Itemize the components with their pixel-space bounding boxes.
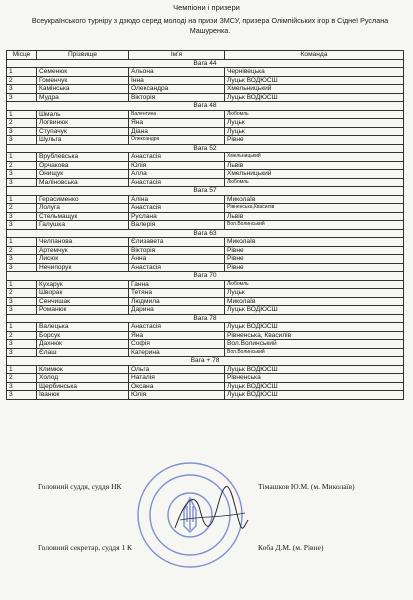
cell-team: Хмельницький xyxy=(225,170,404,179)
table-row xyxy=(7,238,404,247)
cell-name: Дарина xyxy=(129,306,225,315)
table-row xyxy=(7,127,404,136)
cell-place: 2 xyxy=(7,246,37,255)
category-row xyxy=(7,272,404,281)
cell-name: Анна xyxy=(129,255,225,264)
category-label: Вага 70 xyxy=(7,272,404,281)
cell-surname: Сенчишак xyxy=(37,297,129,306)
cell-surname: Челпанова xyxy=(37,238,129,247)
table-row xyxy=(7,289,404,298)
cell-place: 3 xyxy=(7,382,37,391)
cell-surname: Валецька xyxy=(37,323,129,332)
cell-name: Ольга xyxy=(129,365,225,374)
cell-name: Олександра xyxy=(129,85,225,94)
table-row xyxy=(7,306,404,315)
cell-name: Людмила xyxy=(129,297,225,306)
cell-team: Луцьк ВОДЮСШ xyxy=(225,76,404,85)
cell-surname: Дахнюк xyxy=(37,340,129,349)
cell-name: Юлія xyxy=(129,161,225,170)
cell-surname: Стельмащук xyxy=(37,212,129,221)
cell-name: Єлизавета xyxy=(129,238,225,247)
cell-surname: Семенюк xyxy=(37,68,129,77)
category-row xyxy=(7,102,404,111)
category-label: Вага 63 xyxy=(7,229,404,238)
cell-place: 1 xyxy=(7,280,37,289)
category-label: Вага 52 xyxy=(7,144,404,153)
cell-surname: Нечипорук xyxy=(37,263,129,272)
cell-place: 3 xyxy=(7,178,37,187)
cell-name: Діана xyxy=(129,127,225,136)
cell-team: Луцьк xyxy=(225,127,404,136)
table-row xyxy=(7,331,404,340)
cell-surname: Лолуга xyxy=(37,204,129,213)
category-label: Вага 57 xyxy=(7,187,404,196)
cell-name: Алла xyxy=(129,170,225,179)
cell-surname: Щербинська xyxy=(37,382,129,391)
table-row xyxy=(7,68,404,77)
cell-name: Тетяна xyxy=(129,289,225,298)
cell-surname: Борсук xyxy=(37,331,129,340)
table-row xyxy=(7,153,404,162)
table-row xyxy=(7,119,404,128)
cell-surname: Гоменчук xyxy=(37,76,129,85)
cell-name: Юлія xyxy=(129,391,225,400)
category-row xyxy=(7,314,404,323)
cell-name: Альона xyxy=(129,68,225,77)
cell-team: Вол.Волинський xyxy=(225,340,404,349)
cell-team: Рівне xyxy=(225,246,404,255)
cell-surname: Шворак xyxy=(37,289,129,298)
cell-place: 3 xyxy=(7,340,37,349)
cell-place: 3 xyxy=(7,255,37,264)
table-row xyxy=(7,93,404,102)
cell-place: 1 xyxy=(7,153,37,162)
category-row xyxy=(7,357,404,366)
cell-surname: Шульга xyxy=(37,136,129,145)
cell-name: Валентина xyxy=(129,110,225,119)
judge-label: Головний суддя, суддя НК xyxy=(38,482,122,491)
cell-name: Софія xyxy=(129,340,225,349)
cell-team: Любомль xyxy=(225,178,404,187)
cell-team: Рівненська xyxy=(225,374,404,383)
table-row xyxy=(7,221,404,230)
table-row xyxy=(7,85,404,94)
cell-team: Миколаїв xyxy=(225,238,404,247)
cell-place: 1 xyxy=(7,195,37,204)
cell-team: Рівне xyxy=(225,255,404,264)
table-row xyxy=(7,110,404,119)
cell-team: Рівненська,Квасилів xyxy=(225,204,404,213)
cell-surname: Мудра xyxy=(37,93,129,102)
cell-surname: Галушка xyxy=(37,221,129,230)
table-row xyxy=(7,374,404,383)
cell-name: Анастасія xyxy=(129,204,225,213)
cell-name: Аліна xyxy=(129,195,225,204)
signature-icon xyxy=(170,480,250,540)
cell-surname: Лисюк xyxy=(37,255,129,264)
cell-name: Валерія xyxy=(129,221,225,230)
cell-place: 3 xyxy=(7,136,37,145)
cell-name: Катерина xyxy=(129,348,225,357)
cell-place: 2 xyxy=(7,331,37,340)
header-name: Ім'я xyxy=(129,51,225,60)
cell-surname: Маліновська xyxy=(37,178,129,187)
table-row xyxy=(7,263,404,272)
cell-place: 2 xyxy=(7,289,37,298)
cell-place: 1 xyxy=(7,110,37,119)
category-row xyxy=(7,187,404,196)
table-row xyxy=(7,340,404,349)
cell-name: Оксана xyxy=(129,382,225,391)
cell-team: Луцьк xyxy=(225,119,404,128)
cell-name: Ганна xyxy=(129,280,225,289)
table-row xyxy=(7,136,404,145)
cell-name: Руслана xyxy=(129,212,225,221)
table-row xyxy=(7,170,404,179)
cell-team: Рівне xyxy=(225,263,404,272)
results-body xyxy=(7,59,404,399)
cell-place: 3 xyxy=(7,221,37,230)
category-row xyxy=(7,59,404,68)
cell-team: Львів xyxy=(225,161,404,170)
header-team: Команда xyxy=(225,51,404,60)
cell-place: 2 xyxy=(7,204,37,213)
table-row xyxy=(7,255,404,264)
judge-name: Тімашков Ю.М. (м. Миколаїв) xyxy=(258,482,355,491)
cell-place: 3 xyxy=(7,93,37,102)
cell-name: Вікторія xyxy=(129,93,225,102)
cell-place: 3 xyxy=(7,263,37,272)
cell-team: Чернівецька xyxy=(225,68,404,77)
cell-team: Луцьк ВОДЮСШ xyxy=(225,365,404,374)
cell-place: 3 xyxy=(7,85,37,94)
table-row xyxy=(7,297,404,306)
cell-place: 3 xyxy=(7,212,37,221)
cell-place: 2 xyxy=(7,161,37,170)
cell-place: 2 xyxy=(7,119,37,128)
cell-surname: Камінська xyxy=(37,85,129,94)
cell-team: Любомль xyxy=(225,280,404,289)
header-surname: Прізвище xyxy=(37,51,129,60)
cell-team: Львів xyxy=(225,212,404,221)
cell-surname: Ступачук xyxy=(37,127,129,136)
category-label: Вага 78 xyxy=(7,314,404,323)
cell-name: Анастасія xyxy=(129,323,225,332)
cell-team: Луцьк ВОДЮСШ xyxy=(225,306,404,315)
cell-name: Наталія xyxy=(129,374,225,383)
cell-surname: Орчакова xyxy=(37,161,129,170)
secretary-label: Головний секретар, суддя 1 К xyxy=(38,543,133,552)
category-label: Вага 44 xyxy=(7,59,404,68)
cell-place: 2 xyxy=(7,374,37,383)
cell-surname: Романюк xyxy=(37,306,129,315)
page-title: Чемпіони і призери xyxy=(173,3,240,12)
results-table xyxy=(6,50,404,400)
table-row xyxy=(7,204,404,213)
cell-place: 3 xyxy=(7,348,37,357)
cell-surname: Онищук xyxy=(37,170,129,179)
cell-name: Яна xyxy=(129,119,225,128)
table-row xyxy=(7,178,404,187)
table-row xyxy=(7,246,404,255)
header-row xyxy=(7,51,404,60)
cell-surname: Герасименко xyxy=(37,195,129,204)
table-row xyxy=(7,161,404,170)
cell-place: 1 xyxy=(7,365,37,374)
cell-surname: Єлаш xyxy=(37,348,129,357)
cell-place: 2 xyxy=(7,76,37,85)
cell-team: Любомль xyxy=(225,110,404,119)
secretary-name: Коба Д.М. (м. Рівне) xyxy=(258,543,324,552)
cell-place: 1 xyxy=(7,238,37,247)
cell-team: Вол.Волинський xyxy=(225,221,404,230)
table-row xyxy=(7,323,404,332)
cell-name: Анастасія xyxy=(129,153,225,162)
cell-team: Рівне xyxy=(225,136,404,145)
cell-team: Луцьк ВОДЮСШ xyxy=(225,323,404,332)
cell-team: Хмельницький xyxy=(225,85,404,94)
cell-place: 3 xyxy=(7,306,37,315)
table-row xyxy=(7,76,404,85)
cell-surname: Іванюк xyxy=(37,391,129,400)
table-row xyxy=(7,391,404,400)
table-row xyxy=(7,365,404,374)
cell-surname: Логвинюк xyxy=(37,119,129,128)
cell-place: 1 xyxy=(7,323,37,332)
table-row xyxy=(7,382,404,391)
cell-surname: Врублевська xyxy=(37,153,129,162)
table-row xyxy=(7,280,404,289)
table-row xyxy=(7,348,404,357)
cell-name: Анастасія xyxy=(129,178,225,187)
cell-place: 1 xyxy=(7,68,37,77)
cell-team: Луцьк ВОДЮСШ xyxy=(225,382,404,391)
category-row xyxy=(7,229,404,238)
subtitle: Всеукраїнського турніру з дзюдо серед молоді на призи ЗМСУ, призера Олімпійських ігор в Сіднеї Руслана Машуренка. xyxy=(31,16,389,35)
table-row xyxy=(7,212,404,221)
cell-team: Вол.Волинський xyxy=(225,348,404,357)
cell-team: Миколаїв xyxy=(225,195,404,204)
category-label: Вага 48 xyxy=(7,102,404,111)
cell-place: 3 xyxy=(7,127,37,136)
cell-team: Хмельницький xyxy=(225,153,404,162)
category-row xyxy=(7,144,404,153)
cell-name: Вікторія xyxy=(129,246,225,255)
cell-team: Луцьк xyxy=(225,289,404,298)
cell-team: Луцьк ВОДЮСШ xyxy=(225,93,404,102)
header-place: Місце xyxy=(7,51,37,60)
cell-surname: Кухарук xyxy=(37,280,129,289)
table-row xyxy=(7,195,404,204)
cell-team: Миколаїв xyxy=(225,297,404,306)
cell-surname: Холод xyxy=(37,374,129,383)
cell-place: 3 xyxy=(7,391,37,400)
cell-place: 3 xyxy=(7,297,37,306)
cell-surname: Климюк xyxy=(37,365,129,374)
cell-surname: Артемчук xyxy=(37,246,129,255)
cell-place: 3 xyxy=(7,170,37,179)
cell-team: Луцьк ВОДЮСШ xyxy=(225,391,404,400)
cell-team: Рівненська, Квасилів xyxy=(225,331,404,340)
category-label: Вага + 78 xyxy=(7,357,404,366)
cell-surname: Шмаль xyxy=(37,110,129,119)
cell-name: Яна xyxy=(129,331,225,340)
cell-name: Анастасія xyxy=(129,263,225,272)
cell-name: Олександра xyxy=(129,136,225,145)
cell-name: Інна xyxy=(129,76,225,85)
